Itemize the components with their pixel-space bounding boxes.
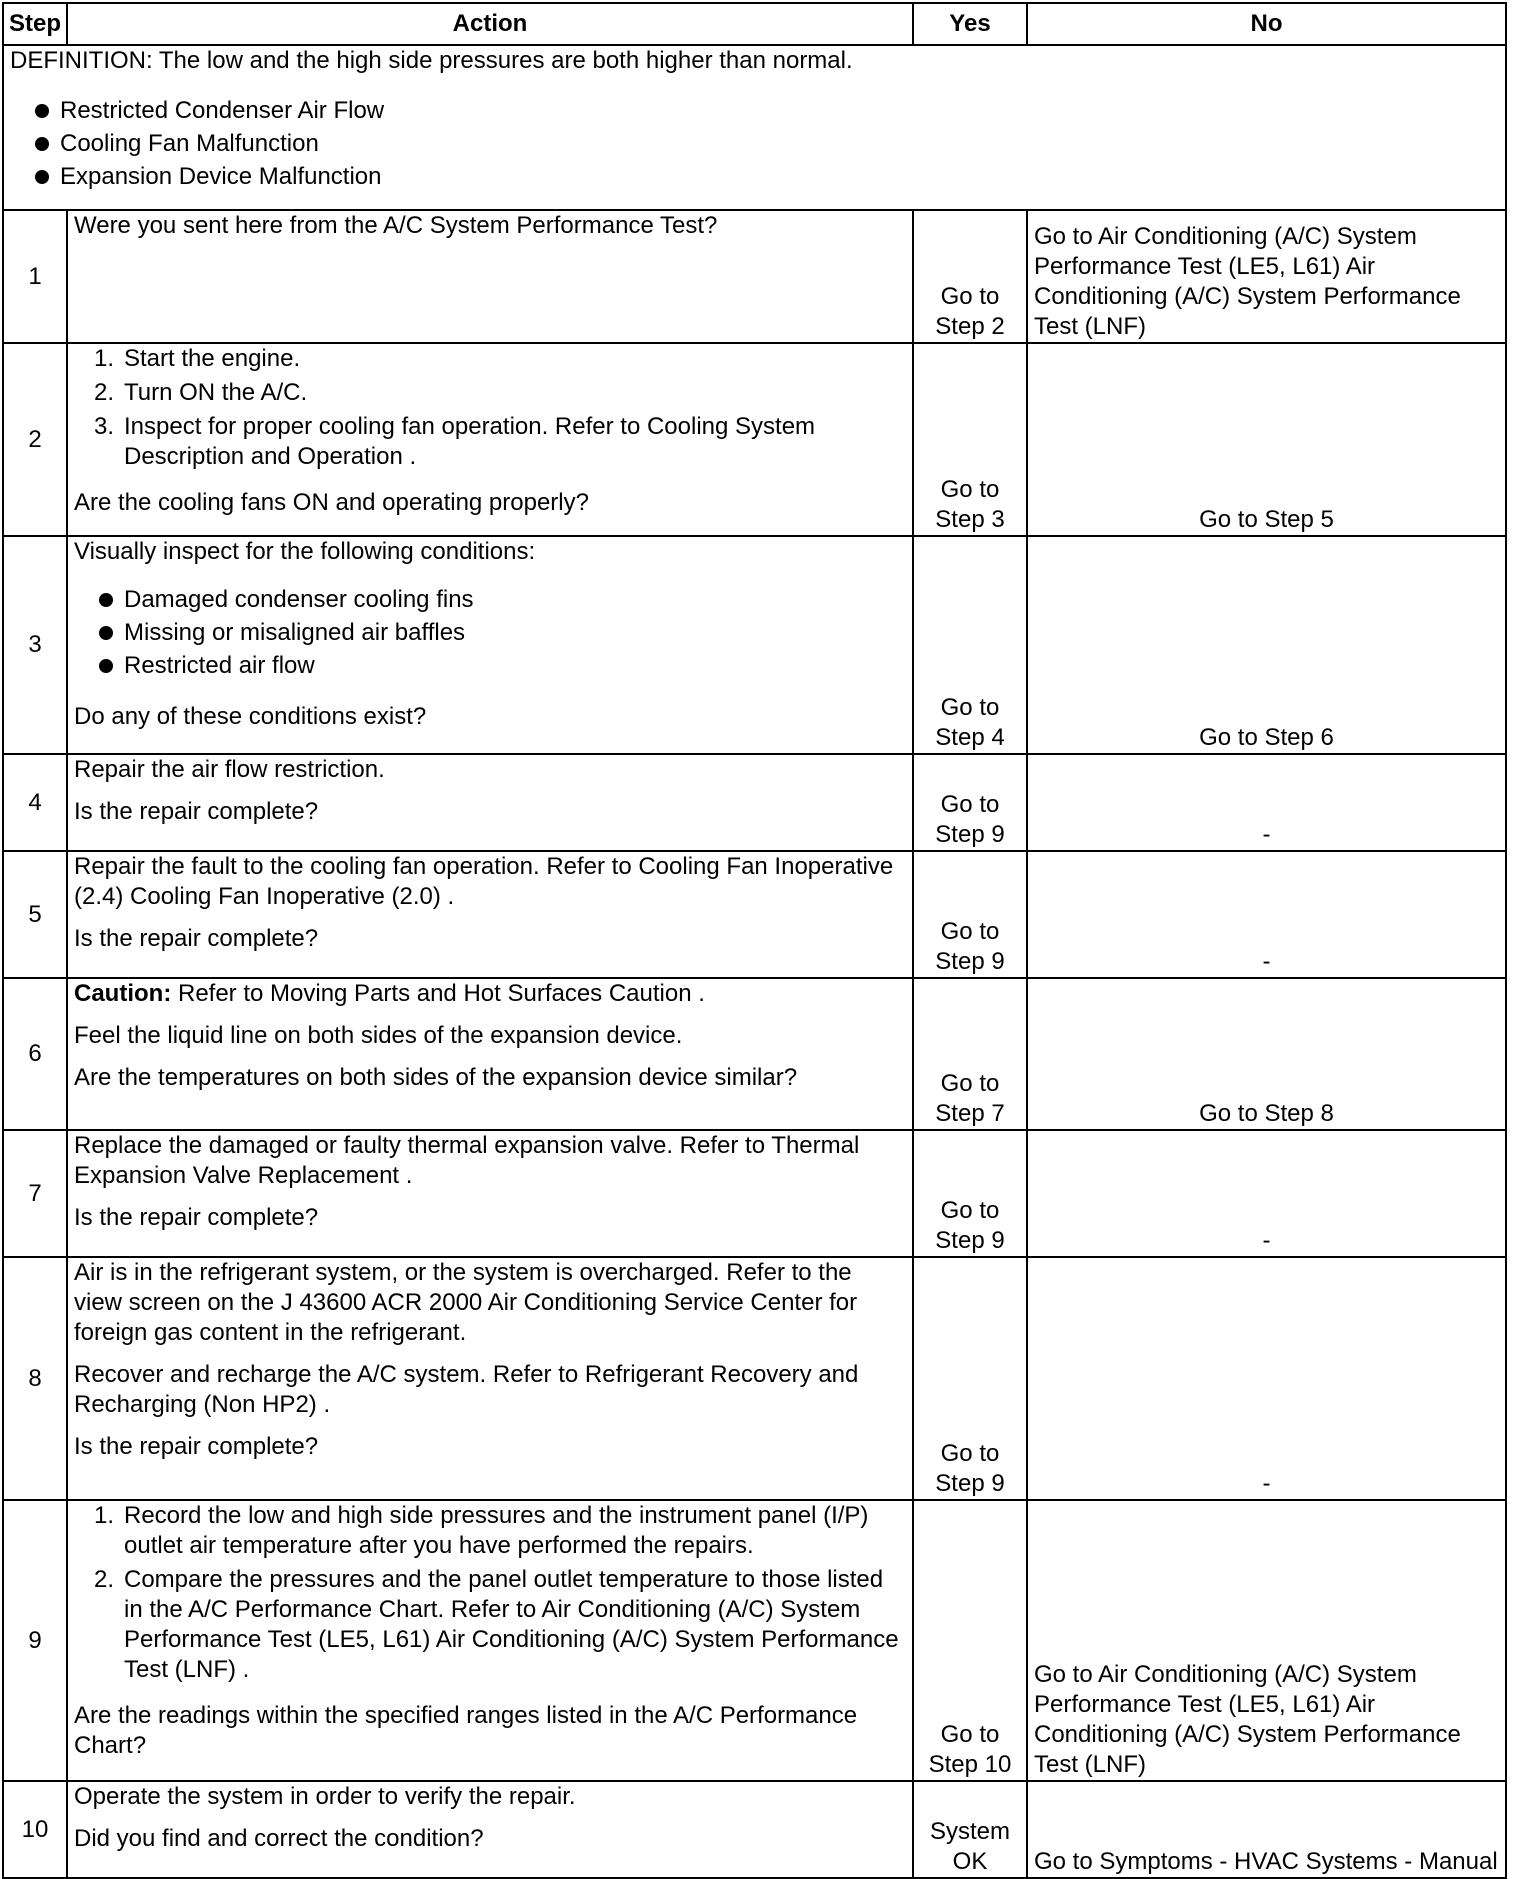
action-step-item: 2. Turn ON the A/C. bbox=[93, 379, 308, 406]
step-number: 8 bbox=[3, 1257, 67, 1500]
action-intro: Visually inspect for the following conditions: bbox=[74, 538, 536, 565]
yes-cell: Go to Step 10 bbox=[913, 1500, 1027, 1781]
action-step-item: 3. Inspect for proper cooling fan operation. Refer to Cooling System Description and Operation . bbox=[93, 413, 816, 470]
step-row-3 bbox=[3, 536, 1506, 754]
action-cell bbox=[67, 851, 913, 978]
header-row bbox=[3, 3, 1506, 45]
action-step-item: 1. Record the low and high side pressures and the instrument panel (I/P) outlet air temperature after you have performed the repairs. bbox=[93, 1502, 869, 1559]
no-cell: - bbox=[1027, 851, 1506, 978]
step-number: 2 bbox=[3, 343, 67, 536]
action-question: Is the repair complete? bbox=[74, 1204, 319, 1231]
action-bullets bbox=[74, 583, 906, 682]
step-number: 1 bbox=[3, 210, 67, 343]
no-cell: Go to Step 5 bbox=[1027, 343, 1506, 536]
caution-label: Caution: bbox=[74, 980, 172, 1007]
action-question: Is the repair complete? bbox=[74, 925, 319, 952]
action-cell bbox=[67, 1500, 913, 1781]
no-cell: Go to Air Conditioning (A/C) System Performance Test (LE5, L61) Air Conditioning (A/C) System Performance Test (LNF) bbox=[1027, 210, 1506, 343]
step-number: 10 bbox=[3, 1781, 67, 1878]
caution-note bbox=[74, 979, 906, 1009]
caution-text: Refer to Moving Parts and Hot Surfaces Caution . bbox=[171, 980, 705, 1007]
step-number: 6 bbox=[3, 978, 67, 1130]
definition-row bbox=[3, 45, 1506, 210]
step-number: 9 bbox=[3, 1500, 67, 1781]
action-question: Did you find and correct the condition? bbox=[74, 1825, 484, 1852]
no-cell: Go to Step 8 bbox=[1027, 978, 1506, 1130]
header-no: No bbox=[1027, 3, 1506, 45]
no-cell: Go to Symptoms - HVAC Systems - Manual bbox=[1027, 1781, 1506, 1878]
no-cell: Go to Air Conditioning (A/C) System Performance Test (LE5, L61) Air Conditioning (A/C) System Performance Test (LNF) bbox=[1027, 1500, 1506, 1781]
header-action: Action bbox=[67, 3, 913, 45]
action-cell bbox=[67, 978, 913, 1130]
action-cell bbox=[67, 210, 913, 343]
yes-cell: Go to Step 3 bbox=[913, 343, 1027, 536]
header-yes: Yes bbox=[913, 3, 1027, 45]
diagnostic-table bbox=[2, 2, 1507, 1879]
step-row-9 bbox=[3, 1500, 1506, 1781]
no-cell: Go to Step 6 bbox=[1027, 536, 1506, 754]
action-intro: Repair the air flow restriction. bbox=[74, 756, 385, 783]
step-row-10 bbox=[3, 1781, 1506, 1878]
step-row-6 bbox=[3, 978, 1506, 1130]
step-number: 3 bbox=[3, 536, 67, 754]
step-row-5 bbox=[3, 851, 1506, 978]
action-cell bbox=[67, 1781, 913, 1878]
yes-cell: System OK bbox=[913, 1781, 1027, 1878]
step-row-1 bbox=[3, 210, 1506, 343]
action-bullet: Missing or misaligned air baffles bbox=[74, 616, 906, 649]
action-question: Were you sent here from the A/C System Performance Test? bbox=[74, 212, 718, 239]
yes-cell: Go to Step 9 bbox=[913, 1257, 1027, 1500]
no-cell: - bbox=[1027, 1257, 1506, 1500]
action-intro-2: Recover and recharge the A/C system. Refer to Refrigerant Recovery and Recharging (Non HP2) . bbox=[74, 1361, 859, 1418]
yes-cell: Go to Step 9 bbox=[913, 754, 1027, 851]
action-intro: Feel the liquid line on both sides of the expansion device. bbox=[74, 1022, 683, 1049]
action-question: Do any of these conditions exist? bbox=[74, 703, 427, 730]
action-intro: Air is in the refrigerant system, or the system is overcharged. Refer to the view screen on the J 43600 ACR 2000 Air Conditioning Service Center for foreign gas content in the refrigerant. bbox=[74, 1259, 858, 1346]
step-number: 7 bbox=[3, 1130, 67, 1257]
action-steps bbox=[74, 344, 906, 472]
action-question: Are the temperatures on both sides of the expansion device similar? bbox=[74, 1064, 798, 1091]
action-cell bbox=[67, 536, 913, 754]
yes-cell: Go to Step 2 bbox=[913, 210, 1027, 343]
action-question: Is the repair complete? bbox=[74, 1433, 319, 1460]
no-cell: - bbox=[1027, 754, 1506, 851]
step-row-7 bbox=[3, 1130, 1506, 1257]
step-row-4 bbox=[3, 754, 1506, 851]
action-steps bbox=[74, 1501, 906, 1685]
action-intro: Replace the damaged or faulty thermal expansion valve. Refer to Thermal Expansion Valve Replacement . bbox=[74, 1132, 860, 1189]
action-step-item: 2. Compare the pressures and the panel outlet temperature to those listed in the A/C Performance Chart. Refer to Air Conditioning (A/C) System Performance Test (LE5, L61) Air Conditioning (A/C) System Performance Test (LNF) . bbox=[93, 1566, 899, 1683]
action-step-item: 1. Start the engine. bbox=[93, 345, 301, 372]
no-cell: - bbox=[1027, 1130, 1506, 1257]
definition-text: DEFINITION: The low and the high side pressures are both higher than normal. bbox=[10, 47, 853, 74]
action-intro: Repair the fault to the cooling fan operation. Refer to Cooling Fan Inoperative (2.4) Cooling Fan Inoperative (2.0) . bbox=[74, 853, 894, 910]
action-bullet: Damaged condenser cooling fins bbox=[74, 583, 906, 616]
action-cell bbox=[67, 1130, 913, 1257]
yes-cell: Go to Step 9 bbox=[913, 851, 1027, 978]
step-number: 4 bbox=[3, 754, 67, 851]
action-question: Are the readings within the specified ranges listed in the A/C Performance Chart? bbox=[74, 1702, 858, 1759]
yes-cell: Go to Step 9 bbox=[913, 1130, 1027, 1257]
yes-cell: Go to Step 4 bbox=[913, 536, 1027, 754]
definition-cell bbox=[3, 45, 1506, 210]
action-cell bbox=[67, 1257, 913, 1500]
yes-cell: Go to Step 7 bbox=[913, 978, 1027, 1130]
action-cell bbox=[67, 343, 913, 536]
action-bullet: Restricted air flow bbox=[74, 649, 906, 682]
definition-bullet: Restricted Condenser Air Flow bbox=[10, 94, 1499, 127]
step-number: 5 bbox=[3, 851, 67, 978]
definition-bullets bbox=[10, 94, 1499, 193]
definition-bullet: Expansion Device Malfunction bbox=[10, 160, 1499, 193]
header-step: Step bbox=[3, 3, 67, 45]
step-row-2 bbox=[3, 343, 1506, 536]
action-question: Is the repair complete? bbox=[74, 798, 319, 825]
action-cell bbox=[67, 754, 913, 851]
step-row-8 bbox=[3, 1257, 1506, 1500]
definition-bullet: Cooling Fan Malfunction bbox=[10, 127, 1499, 160]
action-intro: Operate the system in order to verify the repair. bbox=[74, 1783, 576, 1810]
action-question: Are the cooling fans ON and operating properly? bbox=[74, 489, 589, 516]
